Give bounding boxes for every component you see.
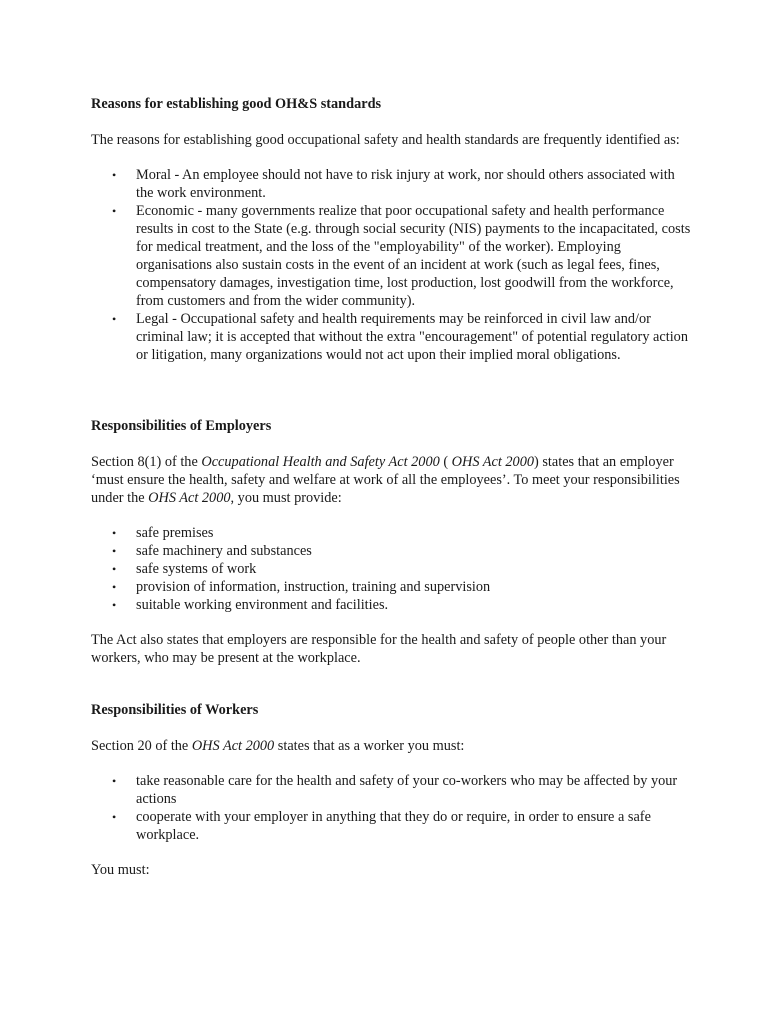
text-run: ( bbox=[439, 454, 452, 470]
act-short-title: OHS Act 2000 bbox=[148, 490, 231, 506]
list-item: • safe systems of work bbox=[91, 560, 691, 578]
reasons-list bbox=[91, 166, 691, 364]
document-content bbox=[91, 95, 691, 879]
section-outro-employers: The Act also states that employers are responsible for the health and safety of people other than your workers, who may be present at the workplace. bbox=[91, 632, 667, 666]
section-intro-ohs-standards: The reasons for establishing good occupational safety and health standards are frequently identified as: bbox=[91, 132, 680, 148]
section-outro-workers: You must: bbox=[91, 862, 150, 878]
section-heading-ohs-standards: Reasons for establishing good OH&S standards bbox=[91, 96, 382, 112]
section-heading-workers: Responsibilities of Workers bbox=[91, 702, 259, 718]
employer-duties-list bbox=[91, 524, 691, 614]
section-intro-employers bbox=[91, 453, 691, 507]
act-short-title: OHS Act 2000 bbox=[191, 738, 275, 754]
text-run: ) states that an employer ‘must ensure the health, safety and welfare at work of all the employees’. To meet your responsibilities under the bbox=[91, 454, 680, 506]
text-run: Section 8(1) of the bbox=[91, 454, 202, 470]
section-intro-workers bbox=[91, 737, 691, 755]
list-item: • safe premises bbox=[91, 524, 691, 542]
list-item: • Moral - An employee should not have to risk injury at work, nor should others associated with the work environment. bbox=[91, 166, 691, 202]
list-item: • take reasonable care for the health and safety of your co-workers who may be affected by your actions bbox=[91, 772, 691, 808]
text-run: Section 20 of the bbox=[91, 738, 192, 754]
list-item: • Legal - Occupational safety and health requirements may be reinforced in civil law and/or criminal law; it is accepted that without the extra "encouragement" of potential regulatory action or litigation, many organizations would not act upon their implied moral obligations. bbox=[91, 310, 691, 364]
worker-duties-list bbox=[91, 772, 691, 844]
list-item: • suitable working environment and facilities. bbox=[91, 596, 691, 614]
act-title: Occupational Health and Safety Act 2000 bbox=[201, 454, 440, 470]
list-item: • cooperate with your employer in anything that they do or require, in order to ensure a safe workplace. bbox=[91, 808, 691, 844]
section-heading-employers: Responsibilities of Employers bbox=[91, 418, 272, 434]
list-item: • provision of information, instruction, training and supervision bbox=[91, 578, 691, 596]
list-item: • Economic - many governments realize that poor occupational safety and health performance results in cost to the State (e.g. through social security (NIS) payments to the incapacitated, costs for medical treatment, and the loss of the "employability" of the worker). Employing organisations also sustain costs in the event of an incident at work (such as legal fees, fines, compensatory damages, investigation time, lost production, lost goodwill from the workforce, from customers and from the wider community). bbox=[91, 202, 691, 310]
text-run: states that as a worker you must: bbox=[274, 738, 465, 754]
text-run: , you must provide: bbox=[230, 490, 342, 506]
act-short-title: OHS Act 2000 bbox=[451, 454, 535, 470]
list-item: • safe machinery and substances bbox=[91, 542, 691, 560]
